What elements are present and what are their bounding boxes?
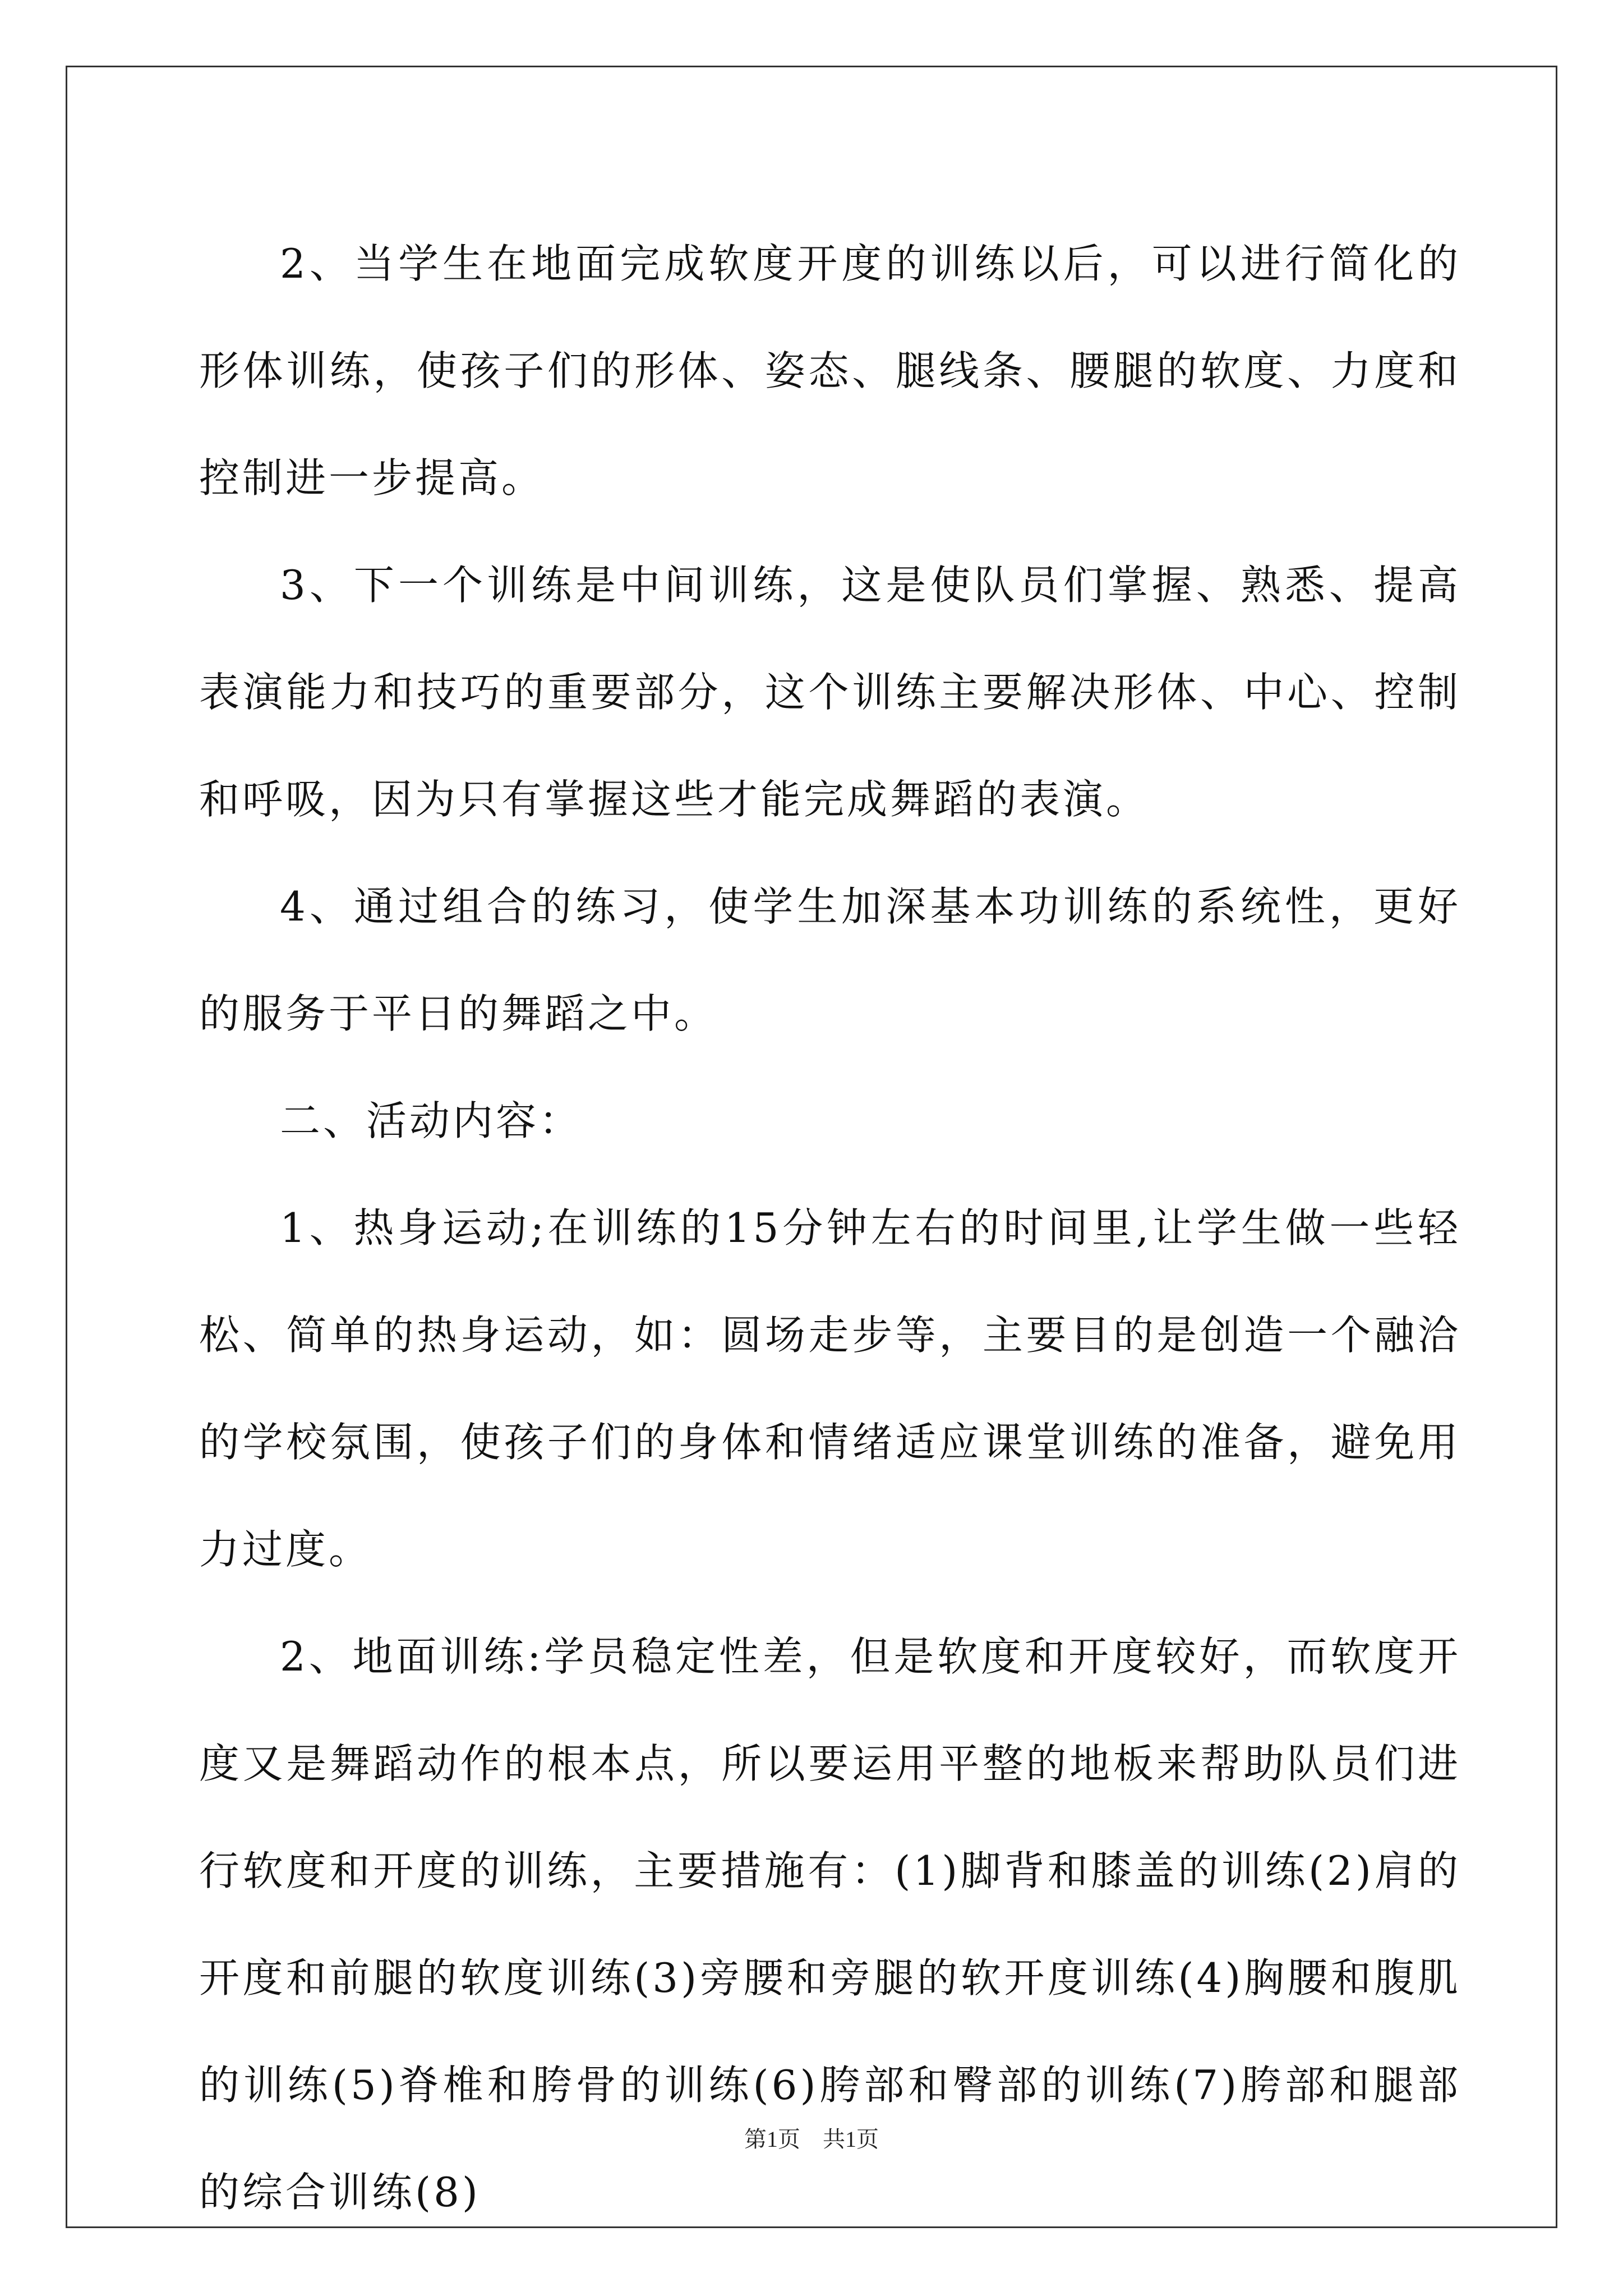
- paragraph-5: 2、地面训练:学员稳定性差，但是软度和开度较好，而软度开度又是舞蹈动作的根本点，所以要运用平整的地板来帮助队员们进行软度和开度的训练，主要措施有：(1)脚背和膝盖的训练(2)肩的开度和前腿的软度训练(3)旁腰和旁腿的软开度训练(4)胸腰和腹肌的训练(5)脊椎和胯骨的训练(6)胯部和臀部的训练(7)胯部和腿部的综合训练(8): [199, 1633, 1461, 2216]
- paragraph-1: 2、当学生在地面完成软度开度的训练以后，可以进行简化的形体训练，使孩子们的形体、姿态、腿线条、腰腿的软度、力度和控制进一步提高。: [199, 240, 1461, 501]
- section-heading: 二、活动内容：: [280, 1097, 583, 1144]
- paragraph-3: 4、通过组合的练习，使学生加深基本功训练的系统性，更好的服务于平日的舞蹈之中。: [199, 883, 1461, 1037]
- page-footer: 第1页 共1页: [744, 2127, 879, 2152]
- paragraph-2: 3、下一个训练是中间训练，这是使队员们掌握、熟悉、提高表演能力和技巧的重要部分，这个训练主要解决形体、中心、控制和呼吸，因为只有掌握这些才能完成舞蹈的表演。: [199, 562, 1461, 823]
- document-body: [199, 210, 1461, 2246]
- paragraph-4: 1、热身运动;在训练的15分钟左右的时间里,让学生做一些轻松、简单的热身运动，如：圆场走步等，主要目的是创造一个融洽的学校氛围，使孩子们的身体和情绪适应课堂训练的准备，避免用力过度。: [199, 1204, 1461, 1573]
